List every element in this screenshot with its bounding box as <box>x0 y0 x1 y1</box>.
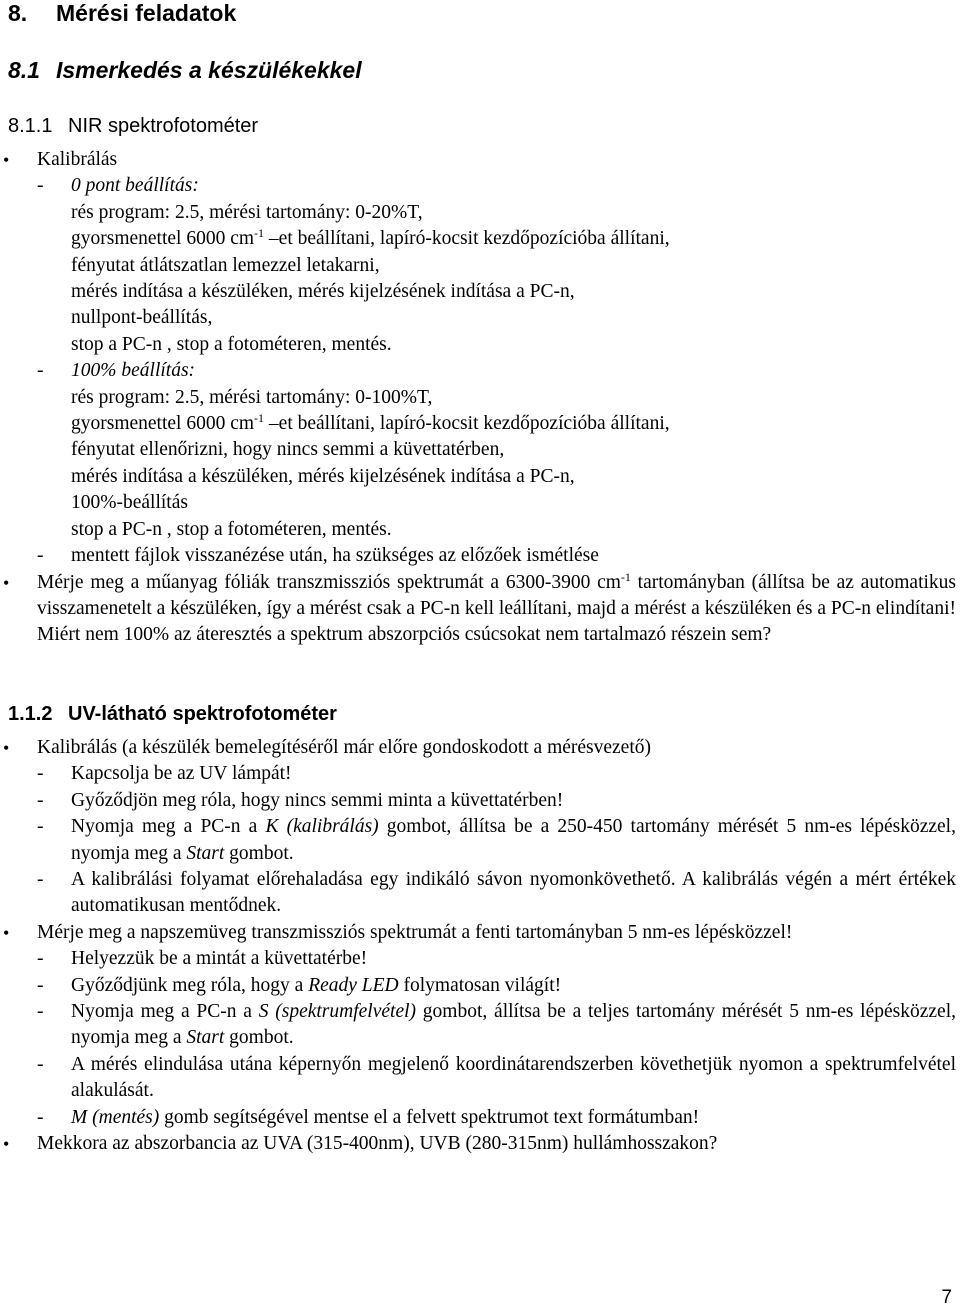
uv-calib-step-1: - Kapcsolja be az UV lámpát! <box>0 761 960 787</box>
section-number: 8.1 <box>8 57 40 83</box>
saved-files-item: - mentett fájlok visszanézése után, ha szükséges az előzőek ismétlése <box>0 543 960 569</box>
dash-icon: - <box>37 1001 44 1023</box>
hundred-line-1: rés program: 2.5, mérési tartomány: 0-100%T, <box>71 386 433 408</box>
uv-calib-step-3: - Nyomja meg a PC-n a K (kalibrálás) gombot, állítsa be a 250-450 tartomány mérését 5 nm-es lépésközzel, nyomja meg a Start gombot. <box>37 816 956 864</box>
uv-measure-step-5: - M (mentés) gomb segítségével mentse el a felvett spektrumot text formátumban! <box>0 1105 960 1131</box>
zero-line-3: fényutat átlátszatlan lemezzel letakarni, <box>71 254 380 276</box>
hundred-line-6: stop a PC-n , stop a fotométeren, mentés. <box>71 518 392 540</box>
nir-block <box>0 147 960 649</box>
dash-icon: - <box>37 175 44 197</box>
zero-point-item <box>0 173 960 199</box>
zero-line-1: rés program: 2.5, mérési tartomány: 0-20%T, <box>71 201 423 223</box>
uv-question-bullet: • Mekkora az abszorbancia az UVA (315-400nm), UVB (280-315nm) hullámhosszakon? <box>0 1131 960 1157</box>
nir-measure-bullet: • Mérje meg a műanyag fóliák transzmissziós spektrumát a 6300-3900 $cm^{-1}$ tartományban (állítsa be az automatikus visszamenetelt a készüléken, így a mérést csak a PC-n kell leállítani, majd a mérést a készüléken és a PC-n elindítani! Miért nem 100% az áteresztés a spektrum abszorpciós csúcsokat nem tartalmazó részein sem? <box>3 569 956 646</box>
uv-block <box>0 735 960 1158</box>
uv-calib-step-2: - Győződjön meg róla, hogy nincs semmi minta a küvettatérben! <box>0 788 960 814</box>
section-title: Ismerkedés a készülékekkel <box>56 57 362 83</box>
section-heading <box>8 57 362 84</box>
subsection-title: NIR spektrofotométer <box>68 115 259 137</box>
dash-icon: - <box>37 974 44 996</box>
dash-icon: - <box>37 545 44 567</box>
zero-point-label: 0 pont beállítás: <box>71 175 199 197</box>
zero-line-6: stop a PC-n , stop a fotométeren, mentés. <box>71 333 392 355</box>
uv-measure-step-3: - Nyomja meg a PC-n a S (spektrumfelvétel) gombot, állítsa be a teljes tartomány mérését 5 nm-es lépésközzel, nyomja meg a Start gombot. <box>37 1001 956 1049</box>
bullet-icon: • <box>3 1134 10 1155</box>
uv-measure-step-2: - Győződjünk meg róla, hogy a Ready LED folymatosan világít! <box>0 973 960 999</box>
dash-icon: - <box>37 1106 44 1128</box>
dash-icon: - <box>37 763 44 785</box>
zero-line-5: nullpont-beállítás, <box>71 307 213 329</box>
subsection-heading-uv <box>8 703 337 726</box>
nir-calibration-bullet: • Kalibrálás <box>0 147 960 173</box>
uv-measure-step-1: - Helyezzük be a mintát a küvettatérbe! <box>0 946 960 972</box>
bullet-icon: • <box>3 738 10 758</box>
dash-icon: - <box>37 360 44 382</box>
zero-line-4: mérés indítása a készüléken, mérés kijelzésének indítása a PC-n, <box>71 281 575 303</box>
bullet-icon: • <box>3 150 10 170</box>
uv-measure-bullet: • Mérje meg a napszemüveg transzmissziós spektrumát a fenti tartományban 5 nm-es lépésközzel! <box>0 920 960 946</box>
hundred-item <box>0 358 960 384</box>
dash-icon: - <box>37 948 44 970</box>
dash-icon: - <box>37 816 44 838</box>
hundred-label: 100% beállítás: <box>71 360 196 382</box>
bullet-icon: • <box>3 572 10 593</box>
dash-icon: - <box>37 789 44 811</box>
subsection-number: 1.1.2 <box>8 703 53 725</box>
hundred-line-4: mérés indítása a készüléken, mérés kijelzésének indítása a PC-n, <box>71 465 575 487</box>
bullet-icon: • <box>3 922 10 943</box>
subsection-heading-nir <box>8 115 258 138</box>
chapter-title: Mérési feladatok <box>56 0 237 26</box>
subsection-title: UV-látható spektrofotométer <box>68 703 337 725</box>
dash-icon: - <box>37 869 44 891</box>
hundred-line-2: gyorsmenettel 6000 $cm^{-1}$ –et beállítani, lapíró-kocsit kezdőpozícióba állítani, <box>71 411 670 435</box>
hundred-line-5: 100%-beállítás <box>71 492 188 514</box>
uv-measure-step-4: - A mérés elindulása utána képernyőn megjelenő koordinátarendszerben követhetjük nyomon a spektrumfelvétel alakulását. <box>37 1053 956 1102</box>
dash-icon: - <box>37 1053 44 1075</box>
page-number: 7 <box>941 1287 952 1308</box>
chapter-heading <box>8 0 236 27</box>
chapter-number: 8. <box>8 0 28 26</box>
uv-calibration-bullet: • Kalibrálás (a készülék bemelegítéséről már előre gondoskodott a mérésvezető) <box>0 735 960 761</box>
hundred-line-3: fényutat ellenőrizni, hogy nincs semmi a küvettatérben, <box>71 439 505 461</box>
zero-line-2: gyorsmenettel 6000 $cm^{-1}$ –et beállítani, lapíró-kocsit kezdőpozícióba állítani, <box>71 226 670 250</box>
subsection-number: 8.1.1 <box>8 115 53 137</box>
uv-calib-step-4: - A kalibrálási folyamat előrehaladása egy indikáló sávon nyomonkövethető. A kalibrálás végén a mért értékek automatikusan mentődnek. <box>37 869 956 917</box>
